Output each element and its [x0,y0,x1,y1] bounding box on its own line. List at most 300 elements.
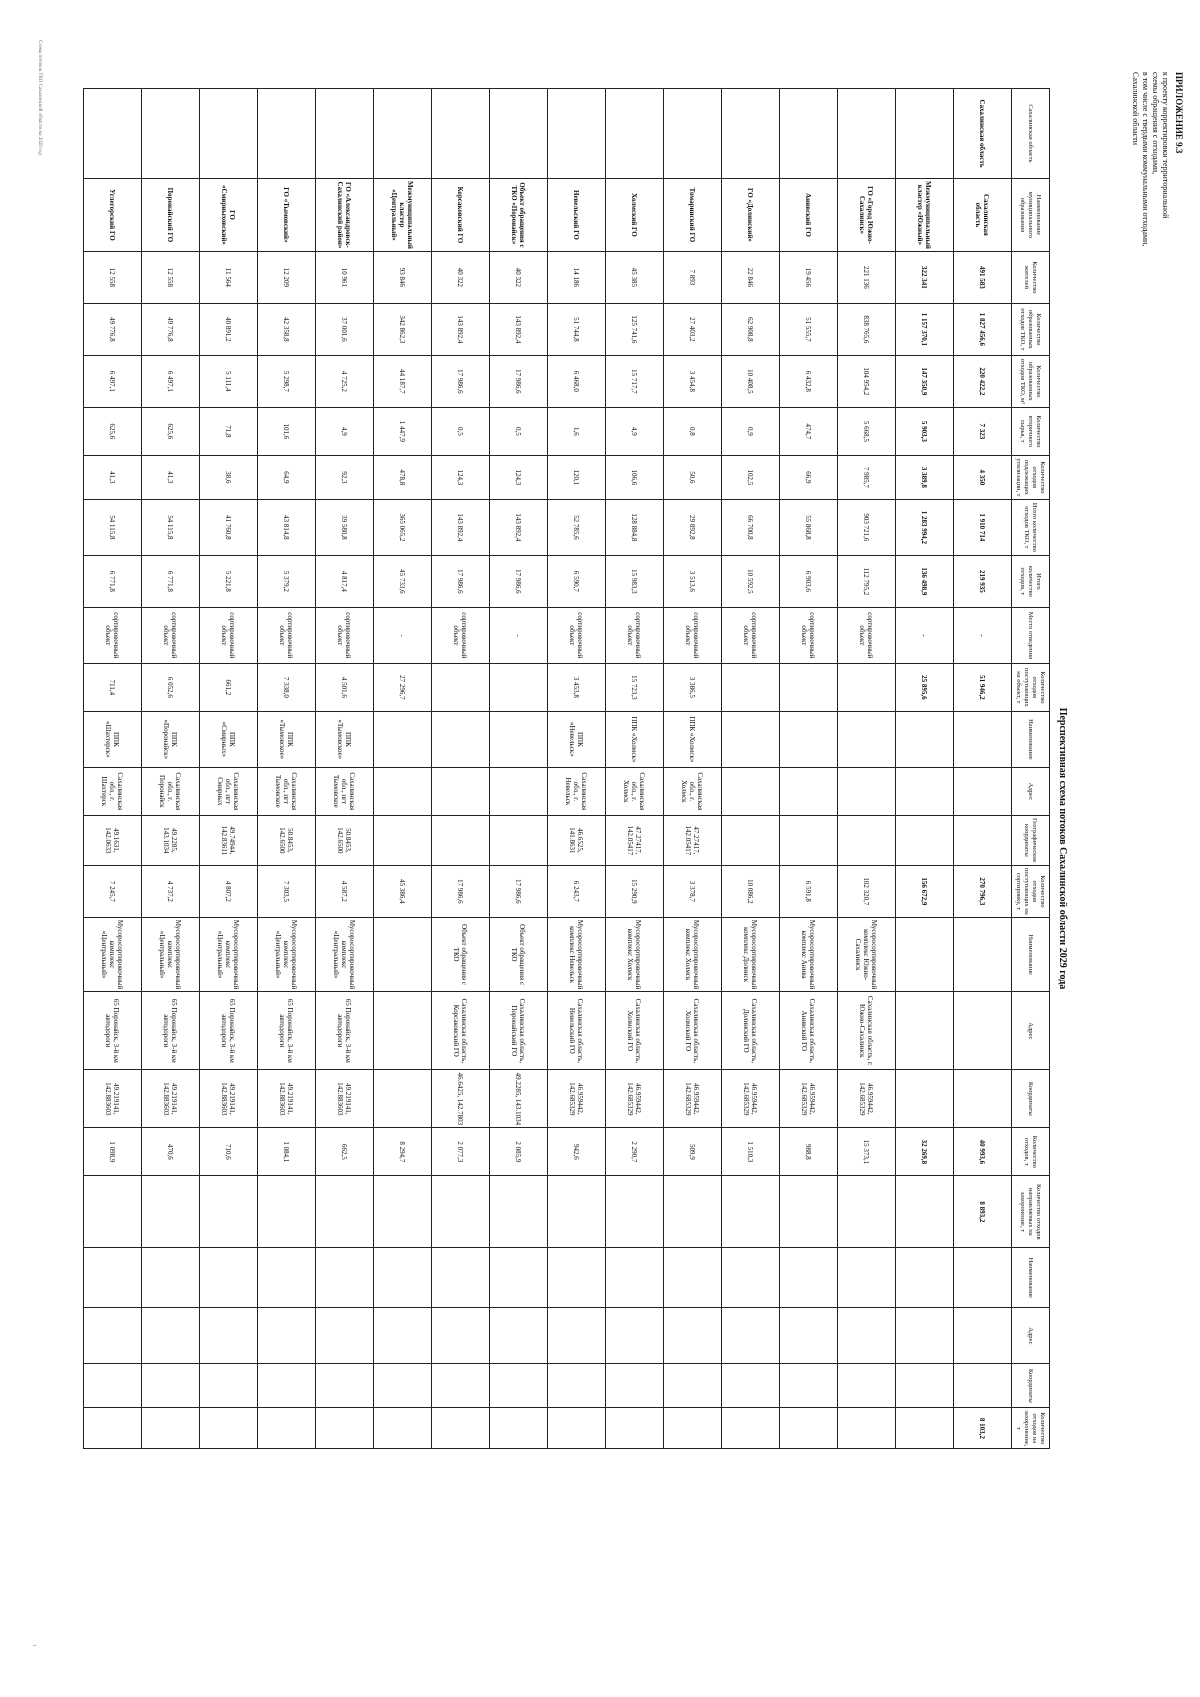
table-cell-res [200,1176,258,1248]
table-cell-fkg: 1 157 370,1 [896,303,954,355]
table-cell-dest: - [490,607,548,663]
table-row [664,89,722,1449]
col-municipality: Наименование муниципального образования [1012,179,1050,252]
table-cell-pa: 65 Поронайск, 3-й км автодороги [142,992,200,1070]
table-cell-ba [722,1308,780,1364]
table-row [896,89,954,1449]
table-cell-bn [142,1248,200,1308]
table-cell-proc: 17 986,6 [490,865,548,917]
territory-cell [838,89,896,179]
table-cell-tr: 15 983,3 [606,555,664,607]
territory-cell [374,89,432,179]
table-cell-tr: 4 817,4 [316,555,374,607]
territory-cell [316,89,374,179]
table-cell-coord: 46.6525, 141.8631 [548,815,606,865]
table-cell-bc [84,1364,142,1408]
table-cell-ba [664,1308,722,1364]
table-cell-dest: - [954,607,1012,663]
table-cell-bn [780,1248,838,1308]
table-cell-bc [722,1364,780,1408]
page-number: 1 [31,1644,36,1647]
table-cell-pn: Мусоросортировочный комплекс «Центральный» [142,917,200,991]
table-cell-pq: 1 510,3 [722,1128,780,1176]
table-cell-fkg: 49 776,8 [84,303,142,355]
table-cell-pc: 49.219141, 142.883603 [142,1070,200,1128]
table-cell-res [780,1176,838,1248]
table-cell-pn: Мусоросортировочный комплекс «Центральный» [84,917,142,991]
table-cell-tr2 [490,663,548,711]
table-cell-ub: 50,6 [664,455,722,499]
table-row [780,89,838,1449]
table-cell-mo: Анивский ГО [780,179,838,252]
table-cell-res [896,1176,954,1248]
table-cell-fm3: 5 298,7 [258,355,316,407]
table-cell-pn: Мусоросортировочный комплекс Холмск [606,917,664,991]
col-total-formed: Итого количество отходов ТКО, т [1012,499,1050,555]
table-cell-fm3: 6 497,1 [84,355,142,407]
table-cell-ub: 478,8 [374,455,432,499]
table-cell-tf: 54 115,8 [84,499,142,555]
table-cell-fac [722,711,780,767]
table-cell-fkg: 37 001,6 [316,303,374,355]
table-cell-fkg: 62 908,8 [722,303,780,355]
table-cell-pa: 65 Поронайск, 3-й км автодороги [316,992,374,1070]
table-cell-res [316,1176,374,1248]
table-cell-pn: Мусоросортировочный комплекс Холмск [664,917,722,991]
table-cell-bc [606,1364,664,1408]
table-cell-coord: 47.27417, 142.05417 [664,815,722,865]
table-cell-pq: 1 084,1 [258,1128,316,1176]
table-cell-fkg: 1 827 456,6 [954,303,1012,355]
table-cell-fkg: 27 403,2 [664,303,722,355]
table-cell-coord: 49.74944, 142.83611 [200,815,258,865]
appendix-line: к проекту корректировки территориальной [1161,72,1170,219]
col-burial-qty: Количество отходов на захоронение, т [1012,1408,1050,1449]
table-cell-fm3: 104 954,2 [838,355,896,407]
table-cell-pn: Объект обращения с ТКО [432,917,490,991]
table-cell-bq [142,1408,200,1449]
territory-cell [490,89,548,179]
table-cell-bq: 8 103,2 [954,1408,1012,1449]
table-cell-ub: 7 985,7 [838,455,896,499]
table-cell-pq: 15 373,1 [838,1128,896,1176]
table-cell-res [432,1176,490,1248]
table-cell-ba [896,1308,954,1364]
table-cell-tr: 112 795,2 [838,555,896,607]
territory-cell: Сахалинская область [954,89,1012,179]
table-cell-ua: 7 323 [954,407,1012,455]
table-cell-fm3: 5 111,4 [200,355,258,407]
flow-table-body [84,89,1012,1449]
table-cell-res [84,1176,142,1248]
table-cell-bq [84,1408,142,1449]
table-cell-proc: 17 986,6 [432,865,490,917]
table-cell-pn [896,917,954,991]
table-cell-ua: 0,5 [432,407,490,455]
table-cell-pop: 19 456 [780,251,838,303]
table-cell-tr: 5 221,8 [200,555,258,607]
table-cell-fac: ППК «Тымовское» [316,711,374,767]
table-cell-ua: 0,8 [664,407,722,455]
table-cell-coord: 50.8453, 142.6500 [258,815,316,865]
table-cell-addr: Сахалинская обл., пгт Смирных [200,767,258,815]
table-cell-ua: 4,9 [316,407,374,455]
table-cell-res [490,1176,548,1248]
table-cell-ua: 1,6 [548,407,606,455]
table-cell-tr: 45 733,6 [374,555,432,607]
table-cell-fac [490,711,548,767]
table-cell-pq: 32 269,8 [896,1128,954,1176]
table-cell-bq [374,1408,432,1449]
table-cell-fm3: 15 717,7 [606,355,664,407]
col-burial-name: Наименование [1012,1248,1050,1308]
table-cell-pq: 662,5 [316,1128,374,1176]
table-cell-dest: сортировочный объект [548,607,606,663]
appendix-line: в том числе с твердыми коммунальными отходами, [1141,72,1150,247]
table-cell-pc: 49.219141, 142.883603 [316,1070,374,1128]
table-cell-bn [664,1248,722,1308]
table-cell-fac [780,711,838,767]
table-row [722,89,780,1449]
col-formed-kg: Количество образованных отходов ТКО, т [1012,303,1050,355]
table-cell-pc: 46.959442, 142.685329 [722,1070,780,1128]
table-cell-fac [432,711,490,767]
table-cell-tr2 [838,663,896,711]
col-burial-addr: Адрес [1012,1308,1050,1364]
table-cell-ua: 474,7 [780,407,838,455]
table-cell-pc: 49.219141, 142.883603 [200,1070,258,1128]
table-cell-bq [896,1408,954,1449]
table-cell-fm3: 6 432,8 [780,355,838,407]
table-cell-mo: ГО «Александровск-Сахалинский район» [316,179,374,252]
table-cell-ua: 5 903,3 [896,407,954,455]
table-row [142,89,200,1449]
table-cell-ub: 41,3 [84,455,142,499]
table-cell-pa [374,992,432,1070]
table-cell-dest: сортировочный объект [84,607,142,663]
table-cell-tf: 1 283 994,2 [896,499,954,555]
table-cell-bc [490,1364,548,1408]
col-destination: Место отведения [1012,607,1050,663]
table-row [954,89,1012,1449]
table-cell-fkg: 49 776,8 [142,303,200,355]
table-cell-ub: 64,9 [258,455,316,499]
table-cell-bn [84,1248,142,1308]
table-cell-ub: 102,5 [722,455,780,499]
table-cell-pc: 46.959442, 142.685329 [606,1070,664,1128]
table-cell-dest: сортировочный объект [606,607,664,663]
table-cell-dest: сортировочный объект [780,607,838,663]
table-cell-bn [432,1248,490,1308]
table-cell-pn: Мусоросортировочный комплекс Анива [780,917,838,991]
table-cell-addr [838,767,896,815]
table-cell-tr: 219 935 [954,555,1012,607]
table-cell-coord [838,815,896,865]
table-cell-pop: 40 322 [432,251,490,303]
table-cell-bq [838,1408,896,1449]
table-cell-fac [896,711,954,767]
table-cell-ba [548,1308,606,1364]
table-cell-bn [722,1248,780,1308]
table-cell-fac [838,711,896,767]
col-total-removed: Итого количество отходов, т [1012,555,1050,607]
table-cell-bq [432,1408,490,1449]
table-cell-fm3: 4 725,2 [316,355,374,407]
table-cell-bn [316,1248,374,1308]
table-cell-ub: 38,6 [200,455,258,499]
table-cell-dest: сортировочный объект [200,607,258,663]
table-cell-dest: сортировочный объект [432,607,490,663]
table-cell-tr2: 51 946,2 [954,663,1012,711]
territory-cell [606,89,664,179]
table-cell-pa: Сахалинская область, Холмский ГО [606,992,664,1070]
table-cell-fac [954,711,1012,767]
table-cell-pc: 46.959442, 142.685329 [548,1070,606,1128]
table-cell-addr [896,767,954,815]
col-residual: Количество отходов направляемых на захоронение, т [1012,1176,1050,1248]
table-cell-pa [954,992,1012,1070]
table-cell-pop: 22 846 [722,251,780,303]
table-cell-mo: ГО «Тымовский» [258,179,316,252]
table-cell-ba [780,1308,838,1364]
doc-title: Перспективная схема потоков Сахалинской области 2029 года [1057,707,1068,990]
table-cell-coord: 49.1631, 142.0633 [84,815,142,865]
table-cell-bc [548,1364,606,1408]
table-cell-pc: 46.959442, 142.685329 [780,1070,838,1128]
table-cell-ub: 124,3 [490,455,548,499]
table-cell-fm3: 3 454,8 [664,355,722,407]
table-row [84,89,142,1449]
table-cell-ua: 625,6 [142,407,200,455]
table-cell-pop: 45 385 [606,251,664,303]
table-cell-pop: 40 322 [490,251,548,303]
table-cell-tf: 143 892,4 [432,499,490,555]
table-cell-pop: 491 583 [954,251,1012,303]
territory-cell [664,89,722,179]
table-cell-tr2 [780,663,838,711]
table-cell-tr2: 3 386,5 [664,663,722,711]
table-cell-pa: 65 Поронайск, 3-й км автодороги [258,992,316,1070]
table-cell-pa: 65 Поронайск, 3-й км автодороги [84,992,142,1070]
table-cell-dest: сортировочный объект [838,607,896,663]
table-cell-fm3: 220 422,2 [954,355,1012,407]
table-cell-tr: 136 498,9 [896,555,954,607]
territory-cell [548,89,606,179]
table-row [200,89,258,1449]
table-cell-res [664,1176,722,1248]
table-cell-pq: 710,6 [200,1128,258,1176]
table-cell-ua: 0,9 [722,407,780,455]
table-cell-ba [432,1308,490,1364]
table-cell-res [838,1176,896,1248]
table-cell-bn [258,1248,316,1308]
table-cell-pop: 12 558 [84,251,142,303]
table-cell-proc: 4 737,2 [142,865,200,917]
table-cell-ba [258,1308,316,1364]
table-cell-dest: сортировочный объект [258,607,316,663]
table-row [432,89,490,1449]
table-cell-bn [490,1248,548,1308]
table-cell-tr: 6 771,8 [84,555,142,607]
table-cell-addr [954,767,1012,815]
table-cell-pc [374,1070,432,1128]
col-burial-coords: Координаты [1012,1364,1050,1408]
table-cell-pop: 221 136 [838,251,896,303]
table-cell-tr2: 15 723,3 [606,663,664,711]
table-cell-fac: ППК «Тымовское» [258,711,316,767]
col-proc-addr: Адрес [1012,992,1050,1070]
table-cell-proc: 4 807,2 [200,865,258,917]
table-cell-addr [432,767,490,815]
table-row [838,89,896,1449]
territory-cell [84,89,142,179]
table-cell-proc: 6 243,7 [548,865,606,917]
table-cell-bc [896,1364,954,1408]
table-cell-tr2: 3 453,8 [548,663,606,711]
table-cell-fac: ППК «Холмск» [606,711,664,767]
table-cell-pop: 322 341 [896,251,954,303]
table-cell-bc [780,1364,838,1408]
table-cell-mo: Невельский ГО [548,179,606,252]
table-cell-ba [200,1308,258,1364]
page-footer: Схема потоков ТКО Сахалинской области на 2029 год [37,40,42,155]
table-cell-pop: 12 209 [258,251,316,303]
table-cell-pn [954,917,1012,991]
table-cell-dest: сортировочный объект [664,607,722,663]
table-cell-proc: 15 290,9 [606,865,664,917]
table-cell-pc [896,1070,954,1128]
table-cell-tr2: 25 895,6 [896,663,954,711]
table-cell-fkg: 838 765,6 [838,303,896,355]
table-cell-bn [374,1248,432,1308]
table-cell-tr2: 711,4 [84,663,142,711]
table-cell-proc: 7 245,7 [84,865,142,917]
table-cell-coord [896,815,954,865]
table-cell-res [606,1176,664,1248]
table-cell-coord: 49.2285, 143.1034 [142,815,200,865]
table-cell-pa: Сахалинская область, г. Южно-Сахалинск [838,992,896,1070]
table-cell-fac [374,711,432,767]
table-cell-tr2 [722,663,780,711]
table-cell-ba [84,1308,142,1364]
table-cell-bq [664,1408,722,1449]
table-row [258,89,316,1449]
table-cell-coord [780,815,838,865]
table-cell-mo: ГО «Город Южно-Сахалинск» [838,179,896,252]
table-cell-tr: 10 592,5 [722,555,780,607]
table-cell-fac: ППК «Поронайск» [142,711,200,767]
table-row [606,89,664,1449]
table-cell-fkg: 342 862,3 [374,303,432,355]
table-cell-pop: 11 564 [200,251,258,303]
table-cell-pa: Сахалинская область, Корсаковский ГО [432,992,490,1070]
table-cell-mo: Межмуниципальный кластер «Южный» [896,179,954,252]
col-proc-coords: Координаты [1012,1070,1050,1128]
table-cell-bc [954,1364,1012,1408]
table-cell-res [142,1176,200,1248]
table-cell-ba [374,1308,432,1364]
table-cell-addr: Сахалинская обл., г. Шахтерск [84,767,142,815]
table-cell-proc: 10 086,2 [722,865,780,917]
table-cell-pq: 470,6 [142,1128,200,1176]
table-cell-pn: Мусоросортировочный комплекс Южно-Сахалинск [838,917,896,991]
table-cell-bc [374,1364,432,1408]
table-cell-fm3: 44 187,7 [374,355,432,407]
table-cell-fm3: 6 468,0 [548,355,606,407]
table-cell-tr: 17 986,6 [432,555,490,607]
appendix-title: ПРИЛОЖЕНИЕ 9.3 [1174,72,1184,154]
table-cell-pc: 46.959442, 142.685329 [664,1070,722,1128]
table-cell-mo: ГО «Смирныховский» [200,179,258,252]
territory-cell [722,89,780,179]
table-cell-proc: 270 796,3 [954,865,1012,917]
table-cell-tr: 5 379,2 [258,555,316,607]
table-cell-mo: Углегорский ГО [84,179,142,252]
territory-cell [780,89,838,179]
table-cell-ba [838,1308,896,1364]
table-cell-ua: 0,5 [490,407,548,455]
col-proc-name: Наименование [1012,917,1050,991]
table-cell-pq: 2 290,7 [606,1128,664,1176]
table-cell-bc [200,1364,258,1408]
table-cell-ua: 5 668,5 [838,407,896,455]
table-cell-dest: - [374,607,432,663]
table-cell-res: 8 893,2 [954,1176,1012,1248]
table-cell-mo: Поронайский ГО [142,179,200,252]
table-cell-addr [490,767,548,815]
table-cell-pq: 8 294,7 [374,1128,432,1176]
table-cell-bc [664,1364,722,1408]
col-formed-m3: Количество образованных отходов ТКО, м³ [1012,355,1050,407]
table-cell-pq: 2 077,3 [432,1128,490,1176]
table-cell-fkg: 42 358,8 [258,303,316,355]
table-cell-pop: 12 558 [142,251,200,303]
table-cell-bq [780,1408,838,1449]
col-coords: Географические координаты [1012,815,1050,865]
table-cell-ba [490,1308,548,1364]
col-util-a: Количество вторичного сырья, т [1012,407,1050,455]
table-cell-coord [432,815,490,865]
table-cell-tf: 52 785,6 [548,499,606,555]
table-row [374,89,432,1449]
table-cell-bq [606,1408,664,1449]
table-cell-coord: 47.27417, 142.05417 [606,815,664,865]
table-cell-tf: 43 814,8 [258,499,316,555]
table-cell-ua: 101,6 [258,407,316,455]
table-cell-tr: 17 986,6 [490,555,548,607]
table-cell-mo: Объект обращения с ТКО «Поронайск» [490,179,548,252]
table-cell-addr: Сахалинская обл., пгт Тымовское [258,767,316,815]
table-cell-pc: 49.2285, 143.1034 [490,1070,548,1128]
table-cell-ua: 71,8 [200,407,258,455]
territory-cell [142,89,200,179]
table-cell-tr: 6 771,8 [142,555,200,607]
table-cell-bn [838,1248,896,1308]
table-cell-fkg: 51 555,7 [780,303,838,355]
table-cell-mo: Томаринский ГО [664,179,722,252]
table-cell-tf: 55 868,8 [780,499,838,555]
table-cell-dest: сортировочный объект [142,607,200,663]
table-cell-pn: Мусоросортировочный комплекс Долинск [722,917,780,991]
table-cell-tr2: 7 338,0 [258,663,316,711]
table-cell-pop: 14 186 [548,251,606,303]
table-cell-bc [142,1364,200,1408]
table-cell-fkg: 143 892,4 [490,303,548,355]
table-row [548,89,606,1449]
table-cell-fac: ППК «Шахтерск» [84,711,142,767]
appendix-line: Сахалинской области [1131,72,1140,146]
table-cell-proc: 4 587,2 [316,865,374,917]
